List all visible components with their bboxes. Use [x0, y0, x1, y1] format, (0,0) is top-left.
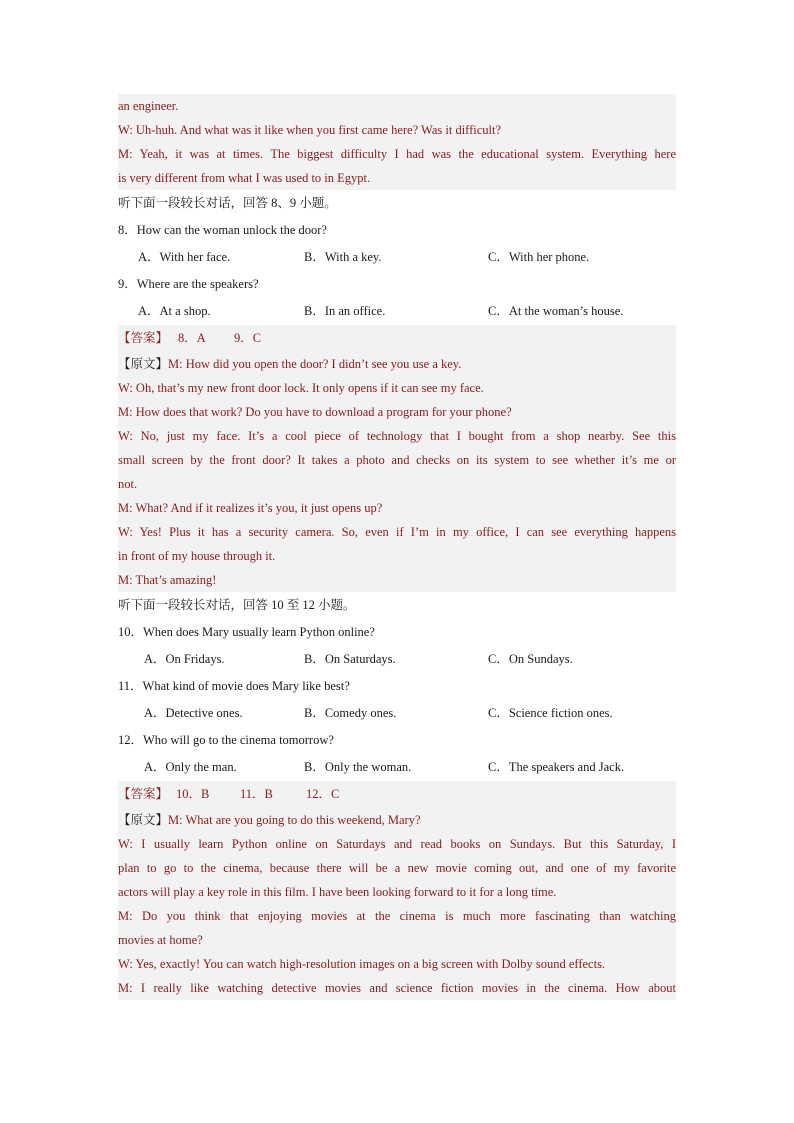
option-a: A．At a shop.	[138, 304, 211, 318]
transcript-line: M: What? And if it realizes it’s you, it just opens up?	[118, 501, 383, 515]
transcript-line: not.	[118, 477, 138, 491]
transcript-line: M: That’s amazing!	[118, 573, 217, 587]
transcript-tag: 【原文】	[118, 813, 169, 827]
section-heading: 听下面一段较长对话，回答 8、9 小题。	[118, 196, 337, 210]
section-heading: 听下面一段较长对话，回答 10 至 12 小题。	[118, 598, 356, 612]
transcript-line: M: I really like watching detective movies and science fiction movies in the cinema. How about	[118, 981, 676, 995]
option-b: B．In an office.	[304, 304, 386, 318]
option-b: B．With a key.	[304, 250, 382, 264]
transcript-line: W: Yes! Plus it has a security camera. So, even if I’m in my office, I can see everything happens	[118, 525, 676, 539]
answer-row-2	[118, 781, 676, 808]
options-10	[118, 646, 676, 673]
option-b: B．On Saturdays.	[304, 652, 396, 666]
question-8: 8．How can the woman unlock the door?	[118, 223, 327, 237]
transcript-first-line	[118, 352, 676, 376]
transcript-block-2	[118, 808, 676, 1000]
answer-10: 10．B	[176, 787, 210, 801]
transcript-line: W: Oh, that’s my new front door lock. It only opens if it can see my face.	[118, 381, 484, 395]
transcript-first-line	[118, 808, 676, 832]
transcript-line: M: Yeah, it was at times. The biggest difficulty I had was the educational system. Everything here	[118, 147, 676, 161]
question-10: 10．When does Mary usually learn Python online?	[118, 625, 375, 639]
option-b: B．Only the woman.	[304, 760, 412, 774]
options-11	[118, 700, 676, 727]
transcript-line: M: What are you going to do this weekend, Mary?	[168, 813, 421, 827]
options-12	[118, 754, 676, 781]
option-c: C．Science fiction ones.	[488, 706, 613, 720]
option-b: B．Comedy ones.	[304, 706, 397, 720]
transcript-line: M: How did you open the door? I didn’t see you use a key.	[168, 357, 462, 371]
option-a: A．With her face.	[138, 250, 231, 264]
transcript-line: W: Yes, exactly! You can watch high-resolution images on a big screen with Dolby sound effects.	[118, 957, 606, 971]
option-a: A．Only the man.	[144, 760, 237, 774]
option-c: C．With her phone.	[488, 250, 590, 264]
answer-11: 11．B	[240, 787, 273, 801]
transcript-line: an engineer.	[118, 99, 179, 113]
transcript-line: plan to go to the cinema, because there will be a new movie coming out, and one of my favorite	[118, 861, 676, 875]
page-content	[118, 94, 676, 1000]
question-12: 12．Who will go to the cinema tomorrow?	[118, 733, 334, 747]
option-a: A．Detective ones.	[144, 706, 243, 720]
transcript-block-1	[118, 352, 676, 592]
answer-9: 9．C	[234, 331, 262, 345]
answer-tag: 【答案】	[118, 331, 169, 345]
option-c: C．The speakers and Jack.	[488, 760, 625, 774]
transcript-line: in front of my house through it.	[118, 549, 276, 563]
transcript-tag: 【原文】	[118, 357, 169, 371]
transcript-line: small screen by the front door? It takes a photo and checks on its system to see whether it’s me or	[118, 453, 676, 467]
transcript-line: W: No, just my face. It’s a cool piece of technology that I bought from a shop nearby. See this	[118, 429, 676, 443]
transcript-line: M: Do you think that enjoying movies at the cinema is much more fascinating than watching	[118, 909, 676, 923]
transcript-line: movies at home?	[118, 933, 203, 947]
answer-tag: 【答案】	[118, 787, 169, 801]
answer-8: 8．A	[178, 331, 206, 345]
transcript-line: W: Uh-huh. And what was it like when you first came here? Was it difficult?	[118, 123, 502, 137]
transcript-line: actors will play a key role in this film. I have been looking forward to it for a long time.	[118, 885, 557, 899]
answer-row-1	[118, 325, 676, 352]
transcript-line: is very different from what I was used to in Egypt.	[118, 171, 371, 185]
option-a: A．On Fridays.	[144, 652, 225, 666]
option-c: C．At the woman’s house.	[488, 304, 624, 318]
question-11: 11．What kind of movie does Mary like best?	[118, 679, 350, 693]
options-9	[118, 298, 676, 325]
option-c: C．On Sundays.	[488, 652, 573, 666]
transcript-block-top	[118, 94, 676, 190]
transcript-line: W: I usually learn Python online on Saturdays and read books on Sundays. But this Saturday, I	[118, 837, 676, 851]
transcript-line: M: How does that work? Do you have to download a program for your phone?	[118, 405, 512, 419]
answer-12: 12．C	[306, 787, 340, 801]
options-8	[118, 244, 676, 271]
question-9: 9．Where are the speakers?	[118, 277, 259, 291]
